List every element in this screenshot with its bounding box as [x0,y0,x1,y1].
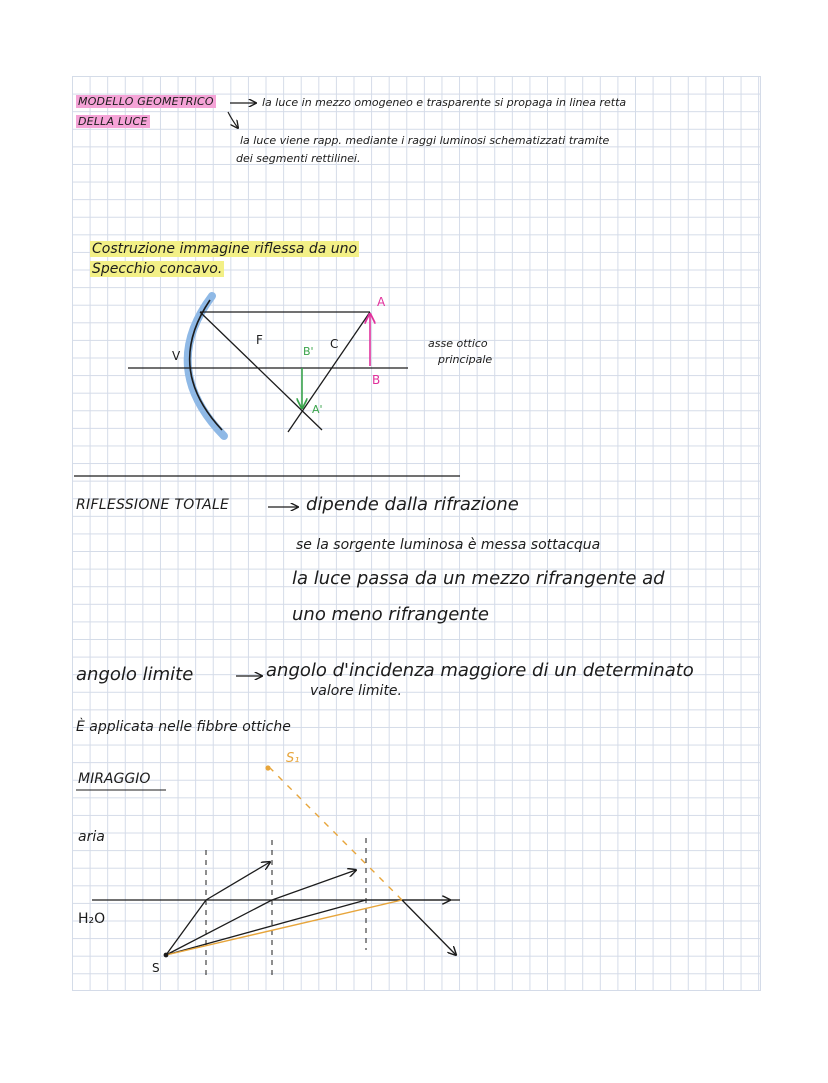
total-reflection-dependency: dipende dalla rifrazione [306,494,519,515]
source-dot [164,953,169,958]
reflection-arrows [236,507,298,676]
model-point-2-line2: dei segmenti rettilinei. [236,152,361,165]
total-reflection-title: RIFLESSIONE TOTALE [76,497,230,513]
model-title-2-text: DELLA LUCE [78,115,148,128]
construction-title-1-text: Costruzione immagine riflessa da uno [92,241,358,257]
label-C: C [330,337,339,351]
limit-angle-title: angolo limite [76,664,194,685]
label-A-prime: A' [312,403,323,416]
fiber-text: È applicata nelle fibbre ottiche [76,719,291,735]
image-source-dot [265,765,270,770]
label-V: V [172,349,181,363]
total-reflection-line-2: la luce passa da un mezzo rifrangente ad [292,568,665,589]
limit-angle-text-2: valore limite. [310,683,402,699]
model-point-1: la luce in mezzo omogeneo e trasparente si propaga in linea retta [262,96,627,109]
label-A: A [377,295,386,309]
axis-label-2: principale [438,353,493,366]
mirage-diagram [92,765,460,975]
mirage-title: MIRAGGIO [78,771,151,787]
label-B-prime: B' [303,345,314,358]
source-label: S [152,961,160,975]
air-label: aria [78,829,105,845]
ray-through-focus [200,312,322,430]
total-reflection-line-1: se la sorgente luminosa è messa sottacqua [296,537,601,553]
ray-through-center [288,312,370,432]
concave-mirror-diagram [128,296,408,436]
label-B: B [372,373,381,387]
image-source-label: S₁ [286,751,300,766]
model-point-2-line1: la luce viene rapp. mediante i raggi luminosi schematizzati tramite [240,134,610,147]
water-label: H₂O [78,911,106,927]
axis-label-1: asse ottico [428,337,488,350]
model-arrows [228,103,256,128]
total-reflection-line-3: uno meno rifrangente [292,604,489,625]
model-title-1-text: MODELLO GEOMETRICO [78,95,214,108]
label-F: F [256,333,263,347]
limit-angle-text-1: angolo d'incidenza maggiore di un determinato [266,660,694,681]
construction-title-2-text: Specchio concavo. [92,261,223,277]
